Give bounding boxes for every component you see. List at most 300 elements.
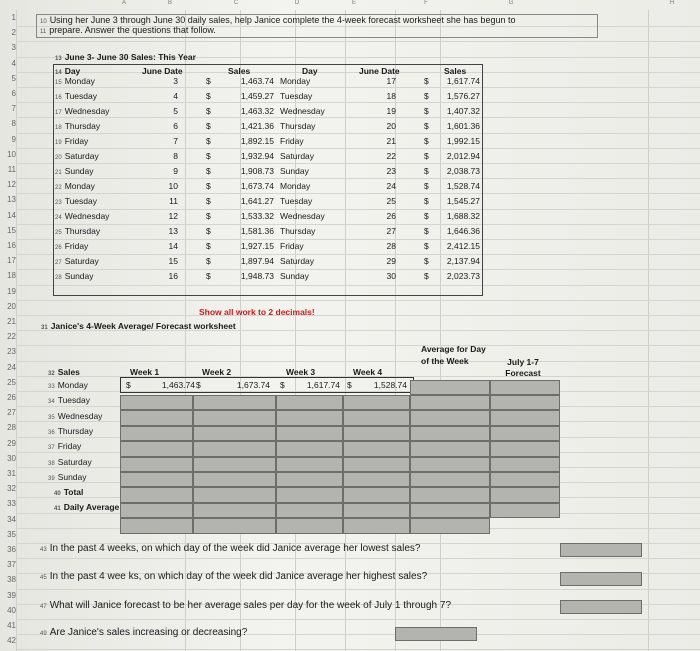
ws-row-label-8 xyxy=(54,502,119,514)
cur-left-10: $ xyxy=(206,226,211,236)
question-text: What will Janice forecast to be her average sales per day for the week of July 1 through 7? xyxy=(49,600,452,611)
day-left-12 xyxy=(55,256,99,268)
row-number[interactable]: 29 xyxy=(7,438,16,448)
day-right-13: Sunday xyxy=(280,271,309,281)
ws-row-label-1 xyxy=(48,395,90,407)
input-cell[interactable] xyxy=(276,503,343,518)
week-3-header: Week 3 xyxy=(286,367,316,377)
input-cell[interactable] xyxy=(343,395,410,410)
inner-row-number: 17 xyxy=(55,110,62,116)
row-label: Saturday xyxy=(57,456,92,467)
row-number[interactable]: 16 xyxy=(7,241,16,250)
input-cell[interactable] xyxy=(410,518,490,533)
grid-row-line xyxy=(16,558,700,559)
sales-left-10: 1,581.36 xyxy=(240,226,274,236)
input-cell[interactable] xyxy=(410,457,490,472)
row-number[interactable]: 13 xyxy=(7,195,16,205)
row-number[interactable]: 42 xyxy=(7,636,16,646)
row-number[interactable]: 40 xyxy=(7,605,16,615)
column-header-f[interactable]: F xyxy=(424,0,428,6)
cur-left-7: $ xyxy=(206,181,211,191)
row-number[interactable]: 20 xyxy=(7,301,16,311)
day-left-5 xyxy=(55,151,99,163)
header-date-right: June Date xyxy=(359,66,400,76)
question-1 xyxy=(40,543,420,554)
date-right-13: 30 xyxy=(386,271,396,281)
column-header-e[interactable]: E xyxy=(351,0,356,6)
cur-right-12: $ xyxy=(424,256,429,266)
date-right-0: 17 xyxy=(386,76,396,86)
date-left-9: 12 xyxy=(168,211,178,221)
day-label: Thursday xyxy=(64,226,101,236)
date-left-8: 11 xyxy=(169,196,178,206)
input-cell[interactable] xyxy=(410,487,490,502)
sales-table-title: 13 June 3- June 30 Sales: This Year xyxy=(55,52,196,62)
input-cell[interactable] xyxy=(490,410,560,425)
row-number[interactable]: 10 xyxy=(7,149,16,159)
grid-row-line xyxy=(16,41,700,42)
sales-right-2: 1,407.32 xyxy=(446,106,480,116)
sales-left-2: 1,463.32 xyxy=(240,106,274,116)
input-cell[interactable] xyxy=(193,472,276,487)
input-cell[interactable] xyxy=(410,472,490,487)
cur-left-3: $ xyxy=(206,121,211,131)
row-number[interactable]: 17 xyxy=(7,256,16,266)
question-text: In the past 4 wee ks, on which day of the week did Janice average her highest sales? xyxy=(49,571,428,582)
answer-cell-3[interactable] xyxy=(560,600,642,614)
sales-right-11: 2,412.15 xyxy=(446,241,480,251)
row-number[interactable]: 19 xyxy=(7,286,16,296)
day-right-4: Friday xyxy=(280,136,304,146)
day-left-1 xyxy=(55,91,97,103)
header-sales-left: Sales xyxy=(228,66,251,76)
date-left-10: 13 xyxy=(168,226,178,236)
row-label: Daily Average xyxy=(63,502,120,513)
day-left-2 xyxy=(55,106,109,118)
input-cell[interactable] xyxy=(276,395,343,410)
cur-right-3: $ xyxy=(424,121,429,131)
grid-row-line xyxy=(16,361,700,362)
input-cell[interactable] xyxy=(410,503,490,518)
week-1-header: Week 1 xyxy=(130,367,160,377)
row-label: Total xyxy=(63,487,84,498)
row-number[interactable]: 41 xyxy=(7,621,16,630)
cur-right-6: $ xyxy=(424,166,429,176)
answer-cell-1[interactable] xyxy=(560,543,642,557)
inner-row-number: 25 xyxy=(55,230,62,236)
note-show-work: Show all work to 2 decimals! xyxy=(199,307,315,317)
input-cell[interactable] xyxy=(343,472,410,487)
row-number[interactable]: 33 xyxy=(7,499,16,509)
day-right-10: Thursday xyxy=(280,226,316,236)
intro-line-1: 10 Using her June 3 through June 30 daily sales, help Janice complete the 4-week forecast worksheet she has begun to xyxy=(40,15,516,25)
input-cell[interactable] xyxy=(490,503,560,518)
row-number[interactable]: 8 xyxy=(11,119,16,129)
row-number[interactable]: 24 xyxy=(7,362,16,372)
date-right-11: 28 xyxy=(386,241,396,251)
day-right-8: Tuesday xyxy=(280,196,313,206)
week-2-header: Week 2 xyxy=(202,367,232,377)
day-label: Friday xyxy=(64,241,89,251)
row-number[interactable]: 28 xyxy=(7,423,16,433)
forecast-header: July 1-7 Forecast xyxy=(505,357,541,378)
row-number[interactable]: 36 xyxy=(7,545,16,554)
inner-row-number: 35 xyxy=(48,414,55,421)
header-day-left: 14 Day xyxy=(55,66,81,76)
row-number[interactable]: 7 xyxy=(11,104,16,114)
input-cell[interactable] xyxy=(343,487,410,502)
day-label: Thursday xyxy=(64,121,101,131)
date-left-13: 16 xyxy=(168,271,178,281)
cur-left-2: $ xyxy=(206,106,211,116)
input-cell[interactable] xyxy=(120,441,193,456)
sales-left-4: 1,892.15 xyxy=(240,136,274,146)
row-number[interactable]: 35 xyxy=(7,529,16,539)
row-number[interactable]: 22 xyxy=(7,332,16,342)
sales-left-9: 1,533.32 xyxy=(240,211,274,221)
date-left-4: 7 xyxy=(173,136,178,146)
input-cell[interactable] xyxy=(120,410,193,425)
inner-row-number: 15 xyxy=(55,80,62,86)
day-right-7: Monday xyxy=(280,181,311,191)
cur-left-8: $ xyxy=(206,196,211,206)
inner-row-number: 26 xyxy=(55,245,62,251)
row-number[interactable]: 12 xyxy=(7,180,16,190)
avg-monday-cell[interactable] xyxy=(410,380,490,395)
input-cell[interactable] xyxy=(490,457,560,472)
input-cell[interactable] xyxy=(193,503,276,518)
answer-cell-2[interactable] xyxy=(560,572,642,586)
row-label: Thursday xyxy=(57,425,94,436)
day-right-2: Wednesday xyxy=(280,106,325,116)
cur-left-12: $ xyxy=(206,256,211,266)
row-number[interactable]: 23 xyxy=(7,347,16,357)
cur-left-11: $ xyxy=(206,241,211,251)
sales-right-4: 1,992.15 xyxy=(446,136,480,146)
sales-left-13: 1,948.73 xyxy=(240,271,274,281)
column-header-b[interactable]: B xyxy=(167,0,172,6)
cur-right-8: $ xyxy=(424,196,429,206)
sales-right-0: 1,617.74 xyxy=(446,76,480,86)
sales-left-0: 1,463.74 xyxy=(240,76,274,86)
sales-label: 32 Sales xyxy=(48,367,80,377)
inner-row-number: 24 xyxy=(55,215,62,221)
day-label: Monday xyxy=(64,181,95,191)
sales-right-10: 1,646.36 xyxy=(446,226,480,236)
sales-left-3: 1,421.36 xyxy=(240,121,274,131)
inner-row-number: 28 xyxy=(55,275,62,281)
row-number[interactable]: 14 xyxy=(7,210,16,220)
input-cell[interactable] xyxy=(490,487,560,502)
day-label: Saturday xyxy=(64,151,99,161)
input-cell[interactable] xyxy=(343,410,410,425)
sales-right-9: 1,688.32 xyxy=(446,211,480,221)
header-date-left: June Date xyxy=(142,66,183,76)
inner-row-number: 49 xyxy=(40,631,47,637)
date-right-5: 22 xyxy=(386,151,396,161)
day-label: Wednesday xyxy=(64,106,110,116)
cur-left-6: $ xyxy=(206,166,211,176)
day-label: Saturday xyxy=(64,256,99,266)
question-2 xyxy=(40,571,427,582)
row-number[interactable]: 21 xyxy=(7,317,16,326)
grid-row-line xyxy=(16,345,700,346)
row-label: Monday xyxy=(57,380,88,390)
input-cell[interactable] xyxy=(276,518,343,533)
inner-row-number: 21 xyxy=(55,170,62,176)
day-left-13 xyxy=(55,271,94,283)
day-left-0 xyxy=(55,76,95,88)
input-cell[interactable] xyxy=(120,395,193,410)
ws-row-label-2 xyxy=(48,411,102,423)
row-number[interactable]: 32 xyxy=(7,484,16,494)
header-sales-right: Sales xyxy=(444,66,467,76)
inner-row-number: 37 xyxy=(48,445,55,452)
sales-left-6: 1,908.73 xyxy=(240,166,274,176)
input-cell[interactable] xyxy=(490,441,560,456)
cur-left-9: $ xyxy=(206,211,211,221)
date-left-11: 14 xyxy=(168,241,178,251)
input-cell[interactable] xyxy=(120,518,193,533)
date-right-8: 25 xyxy=(386,196,396,206)
question-3 xyxy=(40,600,451,611)
ws-row-label-3 xyxy=(48,426,93,438)
column-header-d[interactable]: D xyxy=(294,0,300,6)
row-number[interactable]: 6 xyxy=(11,89,16,98)
day-left-6 xyxy=(55,166,94,178)
input-cell[interactable] xyxy=(490,426,560,441)
inner-row-number: 19 xyxy=(55,140,62,146)
input-cell[interactable] xyxy=(276,487,343,502)
column-header-a[interactable]: A xyxy=(121,0,126,6)
input-cell[interactable] xyxy=(120,487,193,502)
date-right-9: 26 xyxy=(386,211,396,221)
input-cell[interactable] xyxy=(193,441,276,456)
day-label: Friday xyxy=(64,136,89,146)
sales-left-12: 1,897.94 xyxy=(240,256,274,266)
input-cell[interactable] xyxy=(343,441,410,456)
input-cell[interactable] xyxy=(276,457,343,472)
day-label: Sunday xyxy=(64,271,94,281)
inner-row-number: 23 xyxy=(55,200,62,206)
input-cell[interactable] xyxy=(193,457,276,472)
monday-cur-3: $ xyxy=(347,380,352,390)
day-right-9: Wednesday xyxy=(280,211,325,221)
day-right-1: Tuesday xyxy=(280,91,313,101)
question-4 xyxy=(40,627,247,638)
day-label: Tuesday xyxy=(64,91,97,101)
day-right-6: Sunday xyxy=(280,166,309,176)
column-header-h[interactable]: H xyxy=(669,0,675,6)
row-number[interactable]: 34 xyxy=(7,514,16,524)
row-number[interactable]: 1 xyxy=(11,13,16,22)
cur-right-5: $ xyxy=(424,151,429,161)
cur-right-11: $ xyxy=(424,241,429,251)
inner-row-number: 22 xyxy=(55,185,62,191)
row-label: Friday xyxy=(57,441,82,452)
day-left-9 xyxy=(55,211,109,223)
ws-row-label-0 xyxy=(48,380,88,392)
sales-right-8: 1,545.27 xyxy=(446,196,480,206)
date-right-7: 24 xyxy=(386,181,396,191)
cur-left-1: $ xyxy=(206,91,211,101)
input-cell[interactable] xyxy=(410,426,490,441)
monday-value-2: 1,617.74 xyxy=(306,380,340,390)
date-right-1: 18 xyxy=(386,91,396,101)
inner-row-number: 47 xyxy=(40,604,47,610)
input-cell[interactable] xyxy=(193,487,276,502)
ws-row-label-6 xyxy=(48,472,87,484)
row-label: Tuesday xyxy=(57,395,90,406)
sales-right-13: 2,023.73 xyxy=(446,271,480,281)
sales-left-7: 1,673.74 xyxy=(240,181,274,191)
inner-row-number: 16 xyxy=(55,95,62,101)
date-right-3: 20 xyxy=(386,121,396,131)
inner-row-number: 40 xyxy=(54,491,61,498)
day-left-4 xyxy=(55,136,88,148)
row-number[interactable]: 11 xyxy=(7,165,16,174)
row-number[interactable]: 38 xyxy=(7,575,16,585)
row-number[interactable]: 15 xyxy=(7,225,16,235)
inner-row-number: 45 xyxy=(40,575,47,581)
input-cell[interactable] xyxy=(490,472,560,487)
grid-row-line xyxy=(16,300,700,301)
row-number[interactable]: 3 xyxy=(11,43,16,53)
cur-left-4: $ xyxy=(206,136,211,146)
day-right-11: Friday xyxy=(280,241,304,251)
row-number[interactable]: 2 xyxy=(11,28,16,38)
day-label: Monday xyxy=(64,76,95,86)
monday-cur-2: $ xyxy=(280,380,285,390)
input-cell[interactable] xyxy=(410,410,490,425)
question-text: Are Janice's sales increasing or decreasing? xyxy=(49,627,248,638)
ws-row-label-4 xyxy=(48,441,81,453)
row-number[interactable]: 4 xyxy=(11,58,16,68)
grid-row-line xyxy=(16,649,700,650)
cur-right-0: $ xyxy=(424,76,429,86)
input-cell[interactable] xyxy=(343,426,410,441)
input-cell[interactable] xyxy=(343,518,410,533)
day-left-11 xyxy=(55,241,88,253)
date-left-6: 9 xyxy=(173,166,178,176)
cur-right-9: $ xyxy=(424,211,429,221)
row-number[interactable]: 39 xyxy=(7,590,16,600)
day-left-7 xyxy=(55,181,95,193)
ws-row-label-5 xyxy=(48,457,92,469)
input-cell[interactable] xyxy=(343,457,410,472)
inner-row-number: 33 xyxy=(48,384,55,390)
input-cell[interactable] xyxy=(276,441,343,456)
week-4-header: Week 4 xyxy=(353,367,383,377)
sales-right-3: 1,601.36 xyxy=(446,121,480,131)
input-cell[interactable] xyxy=(193,518,276,533)
input-cell[interactable] xyxy=(410,395,490,410)
date-right-12: 29 xyxy=(386,256,396,266)
day-right-5: Saturday xyxy=(280,151,315,161)
input-cell[interactable] xyxy=(120,426,193,441)
inner-row-number: 39 xyxy=(48,475,55,482)
header-day-right: Day xyxy=(302,66,318,76)
day-right-12: Saturday xyxy=(280,256,315,266)
input-cell[interactable] xyxy=(490,395,560,410)
row-number[interactable]: 18 xyxy=(7,271,16,281)
sales-right-6: 2,038.73 xyxy=(446,166,480,176)
row-number[interactable]: 25 xyxy=(7,377,16,387)
column-header-c[interactable]: C xyxy=(233,0,239,6)
cur-right-13: $ xyxy=(424,271,429,281)
forecast-monday-cell[interactable] xyxy=(490,380,560,395)
input-cell[interactable] xyxy=(276,410,343,425)
cur-right-2: $ xyxy=(424,106,429,116)
column-header-g[interactable]: G xyxy=(508,0,514,6)
intro-line-2: 11 prepare. Answer the questions that follow. xyxy=(40,25,216,35)
row-number[interactable]: 37 xyxy=(7,560,16,570)
input-cell[interactable] xyxy=(120,457,193,472)
monday-value-3: 1,528.74 xyxy=(373,380,407,390)
row-number[interactable]: 31 xyxy=(7,469,16,478)
date-right-2: 19 xyxy=(386,106,396,116)
row-number[interactable]: 5 xyxy=(11,73,16,83)
day-left-8 xyxy=(55,196,97,208)
sales-right-12: 2,137.94 xyxy=(446,256,480,266)
date-left-2: 5 xyxy=(173,106,178,116)
inner-row-number: 18 xyxy=(55,125,62,131)
date-left-7: 10 xyxy=(168,181,178,191)
inner-row-number: 38 xyxy=(48,460,55,467)
inner-row-number: 27 xyxy=(55,260,62,266)
row-number[interactable]: 9 xyxy=(11,134,16,144)
input-cell[interactable] xyxy=(193,426,276,441)
row-number[interactable]: 30 xyxy=(7,453,16,463)
sales-right-1: 1,576.27 xyxy=(446,91,480,101)
input-cell[interactable] xyxy=(410,441,490,456)
cur-left-13: $ xyxy=(206,271,211,281)
sales-left-1: 1,459.27 xyxy=(240,91,274,101)
date-right-6: 23 xyxy=(386,166,396,176)
day-right-0: Monday xyxy=(280,76,311,86)
day-left-10 xyxy=(55,226,100,238)
row-number[interactable]: 26 xyxy=(7,393,16,402)
row-label: Sunday xyxy=(57,471,87,482)
input-cell[interactable] xyxy=(276,472,343,487)
inner-row-number: 36 xyxy=(48,429,55,436)
cur-right-7: $ xyxy=(424,181,429,191)
date-left-0: 3 xyxy=(173,76,178,86)
day-label: Wednesday xyxy=(64,211,110,221)
row-number[interactable]: 27 xyxy=(7,408,16,418)
input-cell[interactable] xyxy=(193,395,276,410)
worksheet-title: 31 Janice's 4-Week Average/ Forecast worksheet xyxy=(41,321,236,331)
question-text: In the past 4 weeks, on which day of the week did Janice average her lowest sales? xyxy=(49,543,421,554)
monday-value-0: 1,463.74 xyxy=(161,380,195,390)
input-cell[interactable] xyxy=(193,410,276,425)
cur-right-10: $ xyxy=(424,226,429,236)
row-label: Wednesday xyxy=(57,410,103,421)
monday-value-1: 1,673.74 xyxy=(236,380,270,390)
date-left-12: 15 xyxy=(168,256,178,266)
sales-right-5: 2,012.94 xyxy=(446,151,480,161)
input-cell[interactable] xyxy=(120,503,193,518)
inner-row-number: 43 xyxy=(40,547,47,553)
input-cell[interactable] xyxy=(343,503,410,518)
date-left-3: 6 xyxy=(173,121,178,131)
input-cell[interactable] xyxy=(276,426,343,441)
input-cell[interactable] xyxy=(120,472,193,487)
answer-cell-4[interactable] xyxy=(395,627,477,641)
monday-cur-0: $ xyxy=(126,380,131,390)
monday-cur-1: $ xyxy=(196,380,201,390)
day-label: Tuesday xyxy=(64,196,97,206)
